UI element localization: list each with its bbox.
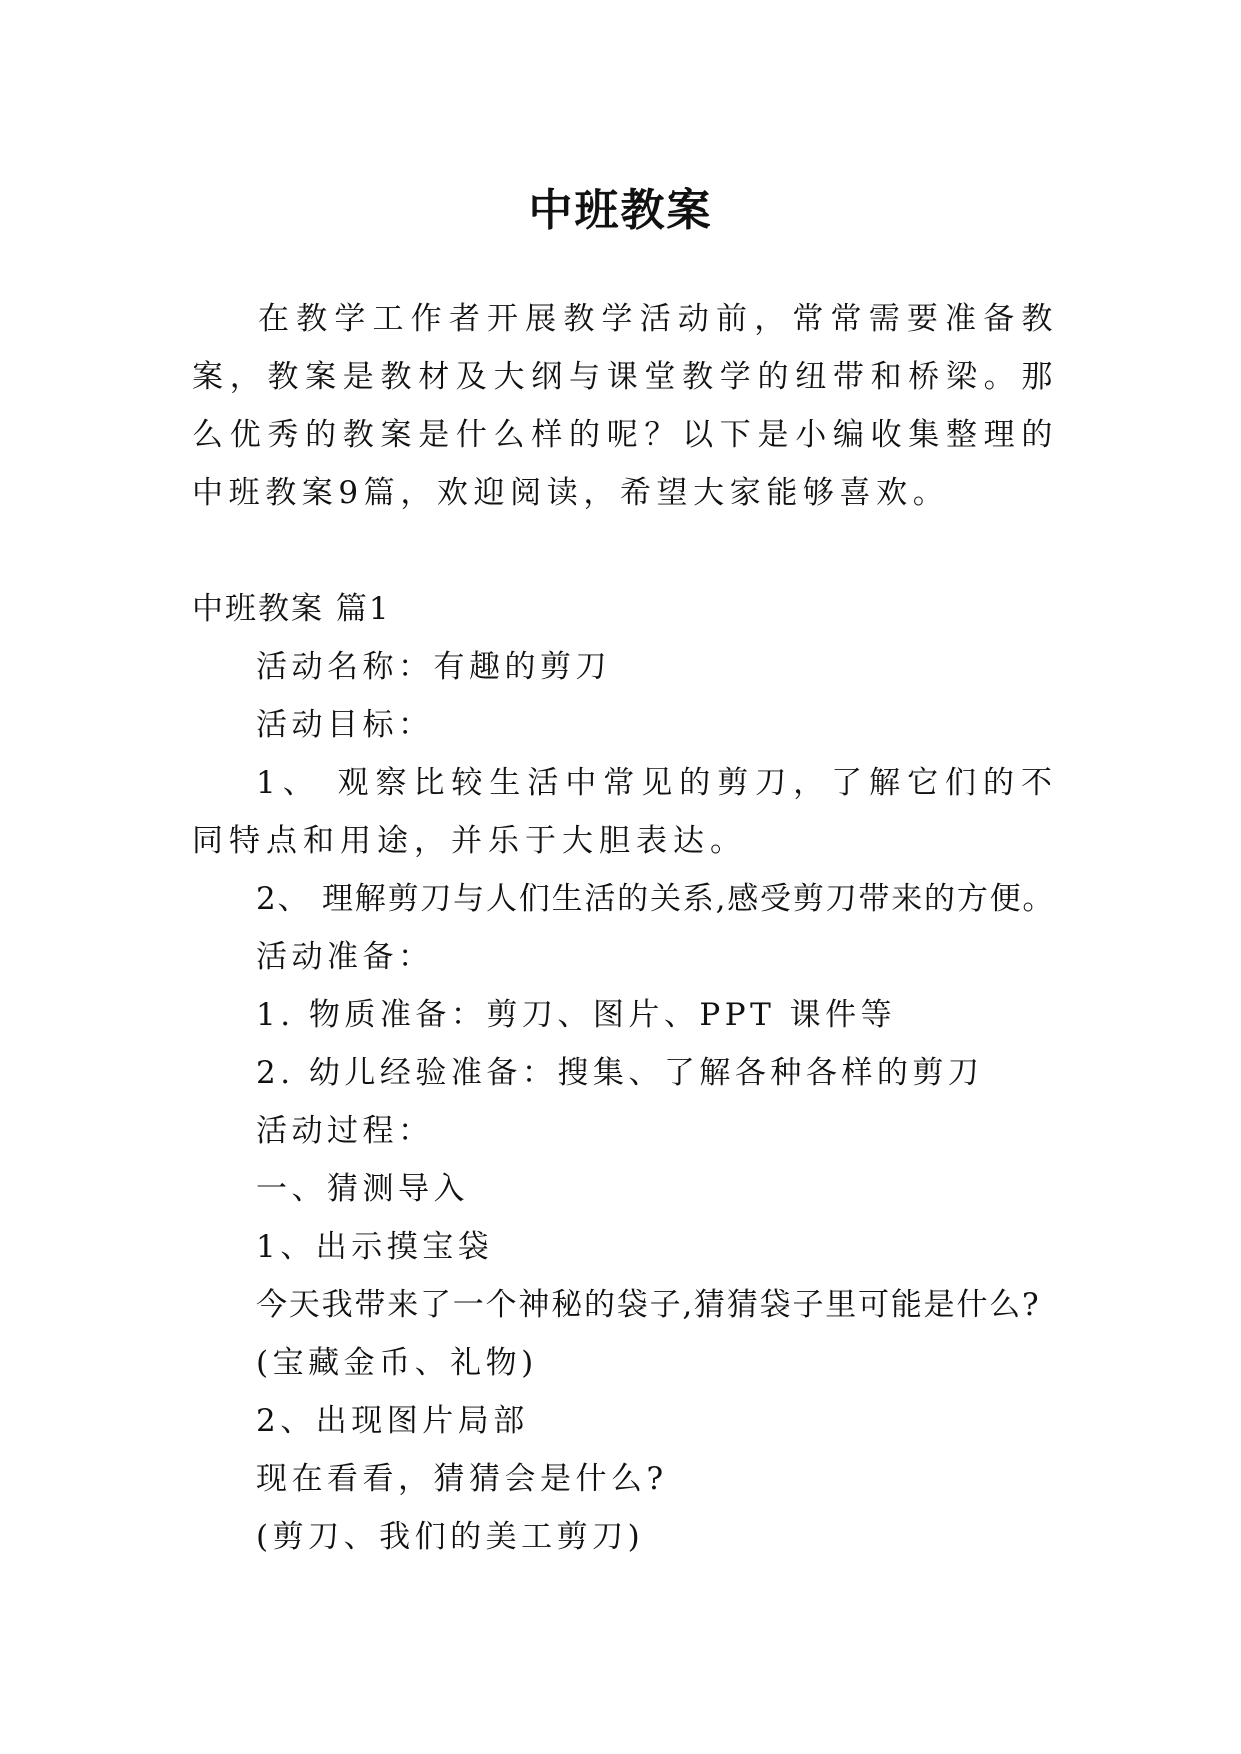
process-answer-1: (宝藏金币、礼物)	[256, 1345, 538, 1381]
preparation-heading: 活动准备：	[256, 939, 434, 975]
document-title: 中班教案	[528, 185, 713, 237]
process-answer-2: (剪刀、我们的美工剪刀)	[256, 1519, 645, 1555]
process-step-heading: 一、猜测导入	[256, 1171, 469, 1207]
preparation-item-1: 1. 物质准备：剪刀、图片、PPT 课件等	[256, 997, 897, 1033]
process-heading: 活动过程：	[256, 1113, 434, 1149]
goal-item-1: 1、 观察比较生活中常见的剪刀，了解它们的不同特点和用途，并乐于大胆表达。	[192, 765, 1058, 859]
activity-name: 活动名称：有趣的剪刀	[256, 649, 611, 685]
intro-paragraph: 在教学工作者开展教学活动前，常常需要准备教案，教案是教材及大纲与课堂教学的纽带和桥梁。那么优秀的教案是什么样的呢？以下是小编收集整理的中班教案9篇，欢迎阅读，希望大家能够喜欢。	[192, 301, 1058, 511]
preparation-item-2: 2. 幼儿经验准备：搜集、了解各种各样的剪刀	[256, 1055, 984, 1091]
goals-heading: 活动目标：	[256, 707, 434, 743]
section-body	[192, 638, 1058, 1566]
section-heading: 中班教案 篇1	[192, 591, 391, 627]
process-substep-2: 2、出现图片局部	[256, 1403, 529, 1439]
goal-item-2: 2、 理解剪刀与人们生活的关系,感受剪刀带来的方便。	[256, 881, 1056, 917]
process-text-1: 今天我带来了一个神秘的袋子,猜猜袋子里可能是什么?	[256, 1287, 1041, 1323]
process-substep-1: 1、出示摸宝袋	[256, 1229, 494, 1265]
process-text-2: 现在看看，猜猜会是什么?	[256, 1461, 668, 1497]
